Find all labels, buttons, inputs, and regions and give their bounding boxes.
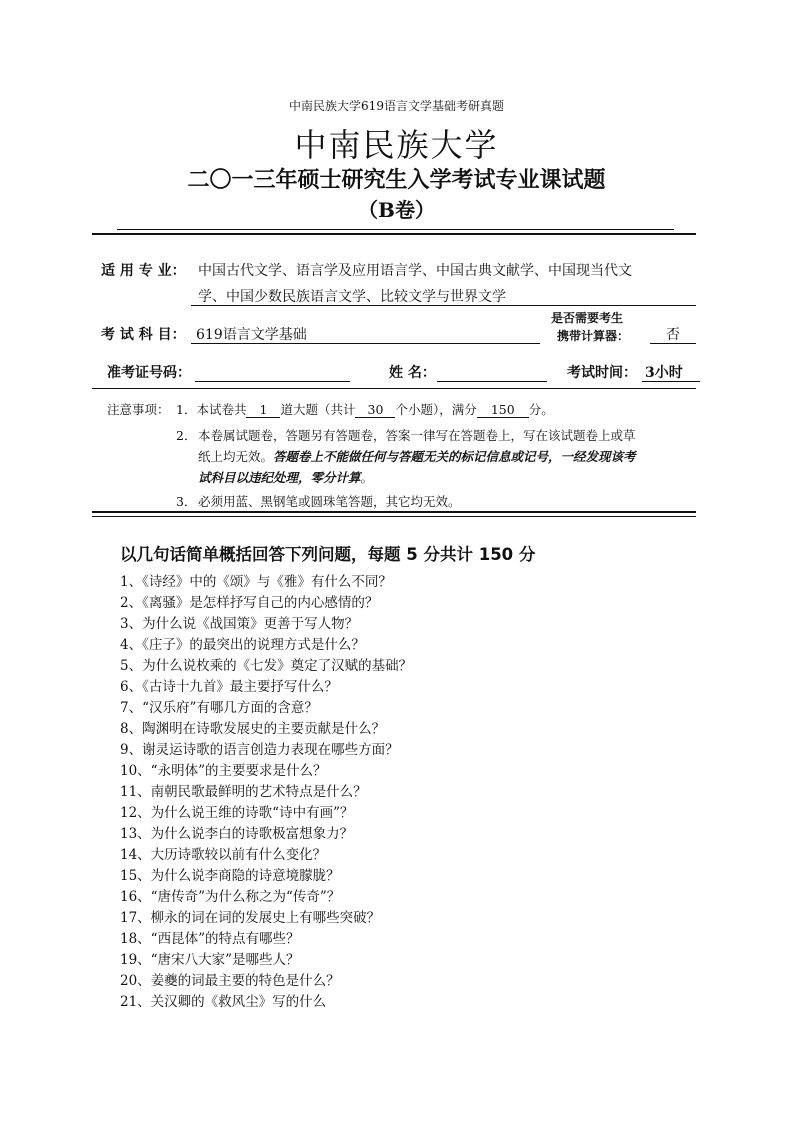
- note-1-text-a: 本试卷共: [196, 402, 247, 417]
- major-value-line2: 学、中国少数民族语言文学、比较文学与世界文学: [198, 289, 506, 305]
- question-item: 2、《离骚》是怎样抒写自己的内心感情的？: [120, 595, 379, 611]
- info-divider: [92, 388, 696, 389]
- exam-time-underline: [642, 381, 700, 382]
- subject-underline: [191, 343, 540, 344]
- question-item: 9、谢灵运诗歌的语言创造力表现在哪些方面？: [120, 742, 399, 758]
- ticket-number-label: 准考证号码：: [107, 365, 191, 381]
- section-title: 以几句话简单概括回答下列问题，每题 5 分共计 150 分: [120, 545, 536, 564]
- notes-label: 注意事项：: [107, 402, 170, 417]
- calculator-label-line1: 是否需要考生: [551, 311, 624, 325]
- note-2-warning: 答题卷上不能做任何与答题无关的标记信息或记号，一经发现该考: [273, 449, 636, 464]
- question-item: 7、“汉乐府”有哪几方面的含意？: [120, 700, 318, 716]
- calculator-underline: [650, 343, 696, 344]
- header-divider: [92, 233, 696, 235]
- question-item: 16、“唐传奇”为什么称之为“传奇”？: [120, 889, 341, 905]
- question-item: 13、为什么说李白的诗歌极富想象力？: [120, 826, 354, 842]
- note-2-warning-cont: 试科目以违纪处理，零分计算: [198, 470, 361, 485]
- question-item: 11、南朝民歌最鲜明的艺术特点是什么？: [120, 784, 367, 800]
- question-item: 21、关汉卿的《救风尘》写的什么: [120, 994, 327, 1010]
- question-item: 17、柳永的词在词的发展史上有哪些突破？: [120, 910, 381, 926]
- note-1-text-d: 分。: [528, 402, 554, 417]
- exam-time-label: 考试时间：: [567, 365, 637, 381]
- question-item: 1、《诗经》中的《颂》与《雅》有什么不同？: [120, 574, 392, 590]
- question-item: 14、大历诗歌较以前有什么变化？: [120, 847, 327, 863]
- ticket-number-field: [195, 381, 350, 382]
- exam-title: 二〇一三年硕士研究生入学考试专业课试题: [187, 167, 606, 193]
- note-1-text-c: 个小题），满分: [395, 402, 477, 417]
- question-item: 10、“永明体”的主要要求是什么？: [120, 763, 327, 779]
- small-question-count: 30: [355, 402, 395, 418]
- note-2-line1: 本卷属试题卷，答题另有答题卷，答案一律写在答题卷上，写在该试题卷上或草: [198, 428, 636, 443]
- note-2-plain: 纸上均无效。: [198, 449, 274, 464]
- note-1: [176, 400, 554, 418]
- question-item: 6、《古诗十九首》最主要抒写什么？: [120, 679, 338, 695]
- university-name: 中南民族大学: [294, 126, 499, 164]
- note-2-end: 。: [360, 470, 374, 485]
- running-title: 中南民族大学619语言文学基础考研真题: [289, 99, 504, 113]
- question-item: 3、为什么说《战国策》更善于写人物？: [120, 616, 359, 632]
- subject-value: 619语言文学基础: [196, 327, 307, 343]
- major-label: 适 用 专 业：: [101, 263, 186, 279]
- header-divider-thin: [117, 229, 674, 230]
- full-score: 150: [477, 402, 529, 418]
- subject-label: 考 试 科 目：: [101, 327, 186, 343]
- question-item: 5、为什么说枚乘的《七发》奠定了汉赋的基础？: [120, 658, 413, 674]
- question-item: 4、《庄子》的最突出的说理方式是什么？: [120, 637, 365, 653]
- major-value-line1: 中国古代文学、语言学及应用语言学、中国古典文献学、中国现当代文: [198, 263, 632, 279]
- question-list: [120, 572, 412, 1013]
- name-field: [437, 381, 547, 382]
- question-item: 15、为什么说李商隐的诗意境朦胧？: [120, 868, 340, 884]
- question-item: 19、“唐宋八大家”是哪些人？: [120, 952, 300, 968]
- major-underline: [191, 305, 696, 306]
- calculator-label-line2: 携带计算器：: [557, 329, 630, 343]
- note-3-text: 必须用蓝、黑钢笔或圆珠笔答题，其它均无效。: [198, 494, 461, 509]
- calculator-value: 否: [666, 327, 680, 343]
- name-label: 姓 名：: [389, 365, 436, 381]
- question-item: 18、“西昆体”的特点有哪些？: [120, 931, 300, 947]
- question-item: 12、为什么说王维的诗歌“诗中有画”？: [120, 805, 354, 821]
- notes-divider-thin: [92, 516, 696, 517]
- paper-version: （B卷）: [358, 198, 435, 222]
- note-2-number: 2．: [176, 428, 197, 443]
- note-3-number: 3．: [176, 494, 197, 509]
- notes-divider-thick: [92, 511, 696, 513]
- question-item: 8、陶渊明在诗歌发展史的主要贡献是什么？: [120, 721, 386, 737]
- note-1-number: 1．: [176, 402, 197, 417]
- big-question-count: 1: [246, 402, 280, 418]
- note-2-line3: [198, 468, 373, 486]
- exam-time-value: 3小时: [645, 365, 683, 381]
- note-1-text-b: 道大题（共计: [280, 402, 356, 417]
- question-item: 20、姜夔的词最主要的特色是什么？: [120, 973, 340, 989]
- note-2-line2: [198, 447, 636, 465]
